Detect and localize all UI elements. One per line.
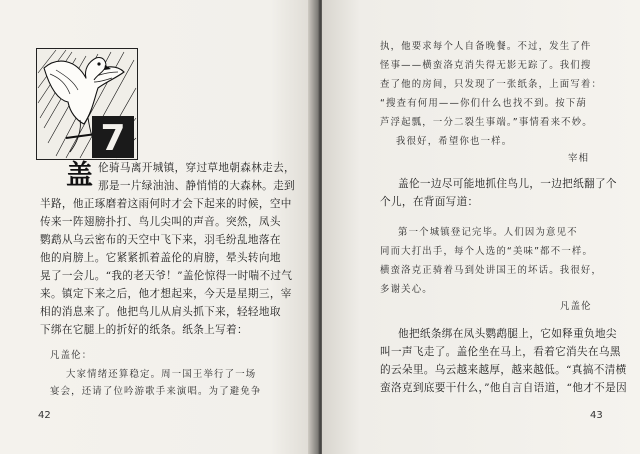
letter-line: 怪事——横蛮洛克消失得无影无踪了。我们搜 [380,60,592,71]
page-number: 42 [38,410,51,421]
letter-line: 宴会，还请了位吟游歌手来演唱。为了避免争 [50,386,262,397]
letter-line: 查了他的房间，只发现了一张纸条，上面写着： [380,79,603,90]
body-line: 个儿，在背面写道： [380,196,479,208]
body-line: 他的肩膀上。它紧紧抓着盖伦的肩膀，晕头转向地 [40,252,281,264]
body-line: 传来一阵翅膀扑打、鸟儿尖叫的声音。突然，凤头 [40,216,281,228]
reply-line: 第一个城镇登记完毕。人们因为意见不 [398,227,578,238]
letter-line: 执，他要求每个人自备晚餐。不过，发生了件 [380,41,592,52]
letter-signature: 宰相 [568,153,590,164]
letter-line: 芦浮起瓢，一分二裂生事端。”事情看来不妙。 [380,117,593,128]
letter-line: 我很好，希望你也一样。 [396,136,513,147]
body-line: 盖伦一边尽可能地抓住鸟儿，一边把纸翻了个 [398,178,617,190]
body-line: 下绑在它腿上的折好的纸条。纸条上写着： [40,324,248,336]
body-line: 半路，他正琢磨着这雨何时才会下起来的时候，空中 [40,198,292,210]
page-number: 43 [590,410,603,421]
body-line: 叫一声飞走了。盖伦坐在马上，看着它消失在乌黑 [380,346,621,358]
body-line: 相的消息来了。他把鸟儿从肩头抓下来，轻轻地取 [40,306,281,318]
reply-line: 多谢关心。 [380,284,433,295]
letter-line: 大家情绪还算稳定。周一国王举行了一场 [66,369,257,380]
cockatoo-illustration-icon [36,48,138,160]
body-line: 那是一片绿油油、静悄悄的大森林。走到 [98,180,295,192]
reply-line: 同而大打出手，每个人选的“美味”都不一样。 [380,246,594,257]
chapter-number: 7 [100,118,126,159]
body-line: 的云朵里。乌云越来越厚，越来越低。“真搞不清横 [380,364,627,376]
body-line: 晃了一会儿。“我的老天爷！”盖伦惊得一时喘不过气 [40,270,293,282]
body-line: 蛮洛克到底要干什么，”他自言自语道，“他才不是因 [380,382,627,394]
left-page [0,0,318,454]
reply-line: 横蛮洛克正骑着马到处讲国王的坏话。我很好， [380,265,603,276]
letter-salutation: 凡盖伦： [50,350,93,361]
letter-line: “搜查有何用——你们什么也找不到。按下葫 [380,98,587,109]
body-line: 他把纸条绑在凤头鹦鹉腿上，它如释重负地尖 [398,328,617,340]
reply-signature: 凡盖伦 [560,301,592,312]
right-page [322,0,640,454]
body-line: 鹦鹉从乌云密布的天空中飞下来，羽毛纷乱地落在 [40,234,281,246]
body-line: 来。镇定下来之后，他才想起来，今天是星期三，宰 [40,288,292,300]
drop-cap: 盖 [66,160,93,191]
body-line: 伦骑马离开城镇，穿过草地朝森林走去， [98,162,295,174]
